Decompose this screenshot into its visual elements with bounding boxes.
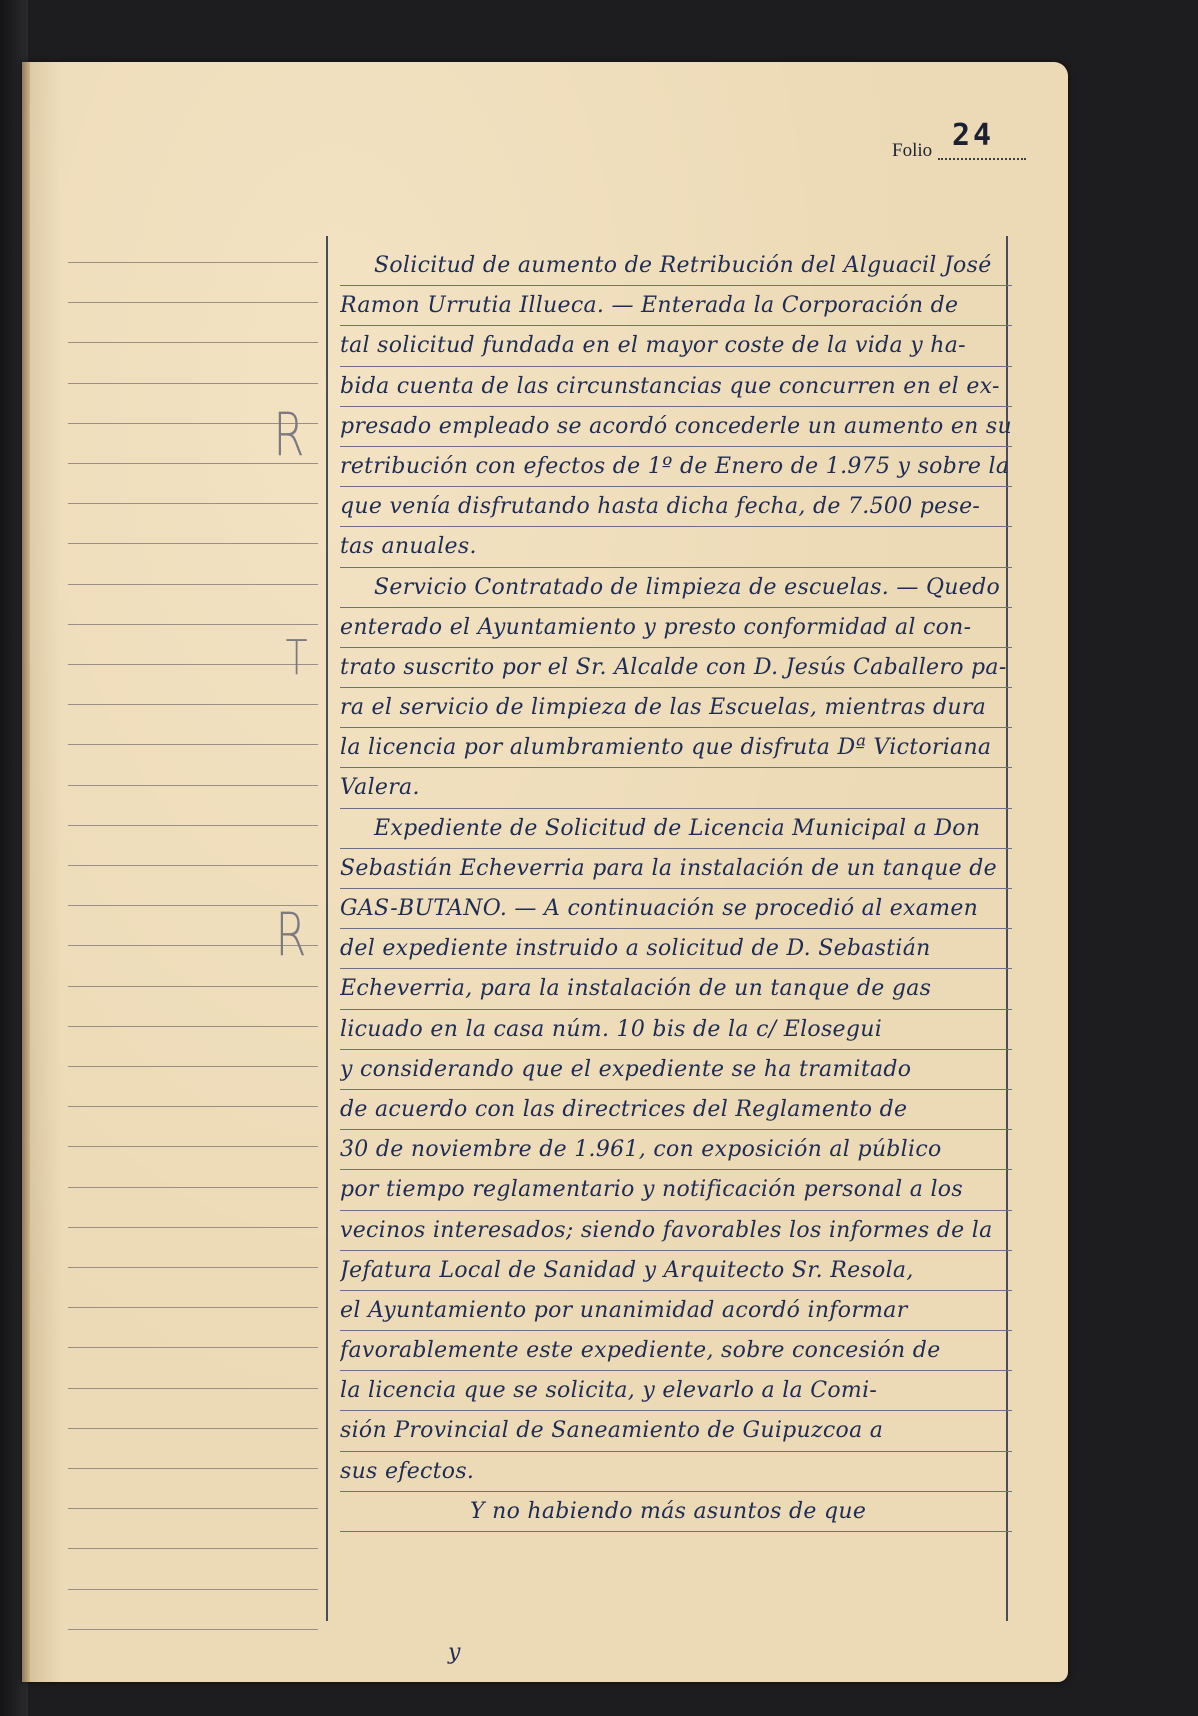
handwritten-line: favorablemente este expediente, sobre concesión de: [340, 1331, 1012, 1371]
handwritten-line: Echeverria, para la instalación de un tanque de gas: [340, 969, 1012, 1009]
margin-rule-line: [68, 785, 318, 786]
handwritten-line: Valera.: [340, 768, 1012, 808]
handwritten-line: la licencia por alumbramiento que disfruta Dª Victoriana: [340, 728, 1012, 768]
margin-rule-line: [68, 543, 318, 544]
handwritten-line: Ramon Urrutia Illueca. — Enterada la Corporación de: [340, 286, 1012, 326]
margin-rule-line: [68, 704, 318, 705]
margin-rule-line: [68, 262, 318, 263]
margin-rule-line: [68, 1146, 318, 1147]
margin-rule-line: [68, 664, 318, 665]
handwritten-line: vecinos interesados; siendo favorables los informes de la: [340, 1211, 1012, 1251]
folio-header: [870, 112, 1030, 162]
margin-rule-line: [68, 986, 318, 987]
handwritten-line: Jefatura Local de Sanidad y Arquitecto Sr. Resola,: [340, 1251, 1012, 1291]
handwritten-line: licuado en la casa núm. 10 bis de la c/ Elosegui: [340, 1010, 1012, 1050]
minutes-text: [340, 246, 1012, 1532]
margin-rule-line: [68, 1347, 318, 1348]
handwritten-line: enterado el Ayuntamiento y presto conformidad al con-: [340, 608, 1012, 648]
handwritten-line: Servicio Contratado de limpieza de escuelas. — Quedo: [340, 568, 1012, 608]
handwritten-line: que venía disfrutando hasta dicha fecha, de 7.500 pese-: [340, 487, 1012, 527]
margin-rule-line: [68, 624, 318, 625]
margin-rule-line: [68, 1388, 318, 1389]
handwritten-line: Solicitud de aumento de Retribución del Alguacil José: [340, 246, 1012, 286]
handwritten-line: bida cuenta de las circunstancias que concurren en el ex-: [340, 367, 1012, 407]
continuation-mark: y: [448, 1640, 461, 1665]
margin-rule-line: [68, 503, 318, 504]
margin-rule-line: [68, 1508, 318, 1509]
handwritten-line: 30 de noviembre de 1.961, con exposición al público: [340, 1130, 1012, 1170]
margin-annotation-r: R: [273, 400, 305, 470]
handwritten-line: sus efectos.: [340, 1452, 1012, 1492]
margin-rule-line: [68, 1267, 318, 1268]
handwritten-line: del expediente instruido a solicitud de D. Sebastián: [340, 929, 1012, 969]
handwritten-line: ra el servicio de limpieza de las Escuelas, mientras dura: [340, 688, 1012, 728]
margin-rule-line: [68, 584, 318, 585]
margin-rule-line: [68, 1629, 318, 1630]
folio-label: Folio: [892, 140, 933, 161]
margin-rule-line: [68, 744, 318, 745]
margin-rule-line: [68, 1548, 318, 1549]
folio-dotted-line: [938, 158, 1026, 160]
margin-rule-line: [68, 1307, 318, 1308]
handwritten-line: y considerando que el expediente se ha tramitado: [340, 1050, 1012, 1090]
handwritten-line: de acuerdo con las directrices del Reglamento de: [340, 1090, 1012, 1130]
margin-rule-line: [68, 865, 318, 866]
margin-rule-line: [68, 1066, 318, 1067]
handwritten-line: Expediente de Solicitud de Licencia Municipal a Don: [340, 809, 1012, 849]
handwritten-line: tal solicitud fundada en el mayor coste de la vida y ha-: [340, 326, 1012, 366]
margin-rule-line: [68, 1589, 318, 1590]
handwritten-line: GAS-BUTANO. — A continuación se procedió al examen: [340, 889, 1012, 929]
handwritten-line: Sebastián Echeverria para la instalación de un tanque de: [340, 849, 1012, 889]
handwritten-line: retribución con efectos de 1º de Enero de 1.975 y sobre la: [340, 447, 1012, 487]
handwritten-line: trato suscrito por el Sr. Alcalde con D. Jesús Caballero pa-: [340, 648, 1012, 688]
handwritten-line: presado empleado se acordó concederle un aumento en su: [340, 407, 1012, 447]
handwritten-line: tas anuales.: [340, 527, 1012, 567]
margin-annotation-r-second: R: [275, 900, 307, 970]
margin-rule-line: [68, 383, 318, 384]
handwritten-line: la licencia que se solicita, y elevarlo a la Comi-: [340, 1371, 1012, 1411]
margin-rule-line: [68, 1026, 318, 1027]
margin-rule-line: [68, 302, 318, 303]
margin-rule-line: [68, 825, 318, 826]
page-spine: [22, 62, 30, 1682]
closing-line: Y no habiendo más asuntos de que: [340, 1492, 1012, 1532]
handwritten-line: sión Provincial de Saneamiento de Guipuzcoa a: [340, 1411, 1012, 1451]
margin-rule-line: [68, 1428, 318, 1429]
margin-rule-line: [68, 1468, 318, 1469]
margin-rule-line: [68, 1187, 318, 1188]
margin-rule-line: [68, 1227, 318, 1228]
handwritten-line: el Ayuntamiento por unanimidad acordó informar: [340, 1291, 1012, 1331]
margin-rule-line: [68, 1106, 318, 1107]
left-margin-rule: [326, 236, 328, 1621]
margin-annotation-t: T: [285, 630, 308, 686]
margin-rule-line: [68, 342, 318, 343]
folio-number: 24: [952, 118, 995, 153]
handwritten-line: por tiempo reglamentario y notificación personal a los: [340, 1170, 1012, 1210]
